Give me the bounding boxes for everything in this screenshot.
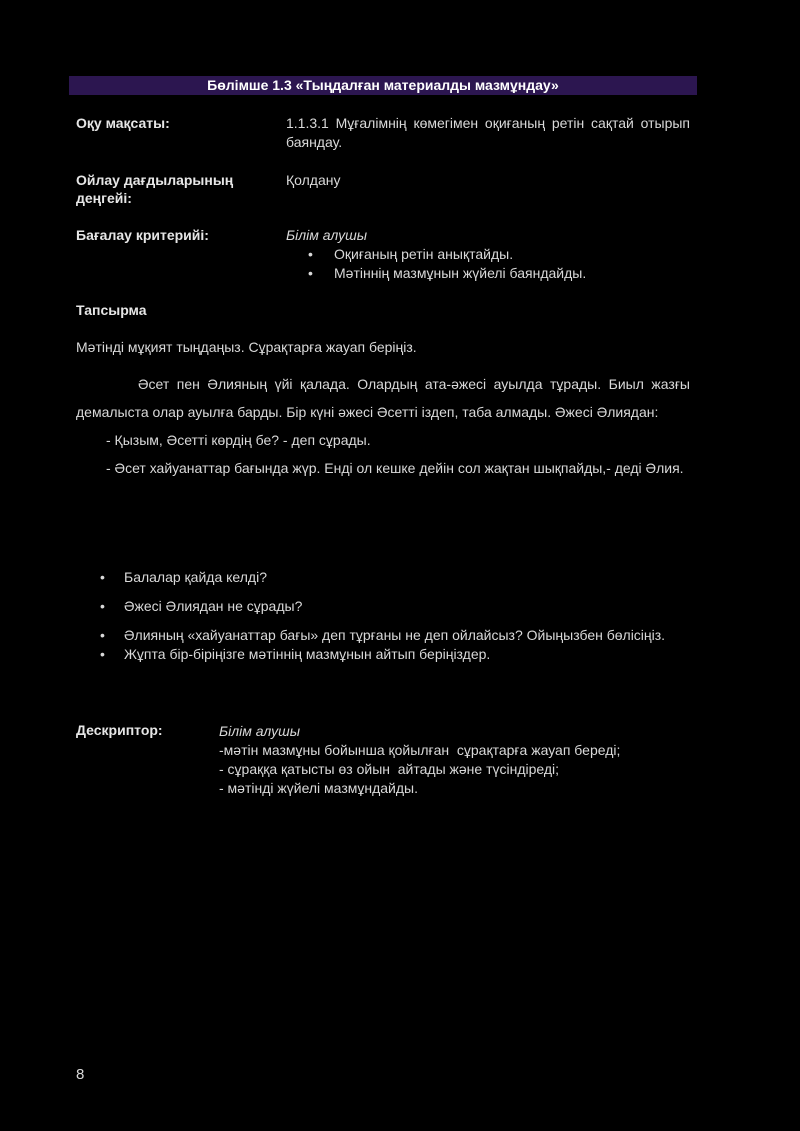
criteria-item: • Мәтіннің мазмұнын жүйелі баяндайды.	[286, 264, 690, 283]
goal-label: Оқу мақсаты:	[76, 115, 170, 131]
criteria-block	[286, 226, 690, 283]
criteria-item: • Оқиғаның ретін анықтайды.	[286, 245, 690, 264]
story-text	[76, 370, 690, 482]
descriptor-label: Дескриптор:	[76, 722, 163, 738]
question-item: • Балалар қайда келді?	[76, 568, 690, 587]
criteria-intro: Білім алушы	[286, 227, 368, 243]
thinking-level-value: Қолдану	[286, 172, 341, 188]
criteria-list	[286, 245, 690, 283]
question-item: • Әжесі Әлиядан не сұрады?	[76, 597, 690, 616]
goal-value: 1.1.3.1 Мұғалімнің көмегімен оқиғаның ретін сақтай отырып баяндау.	[286, 115, 690, 150]
question-item: • Жұпта бір-біріңізге мәтіннің мазмұнын айтып беріңіздер.	[76, 645, 690, 664]
task-instruction: Мәтінді мұқият тыңдаңыз. Сұрақтарға жауап беріңіз.	[76, 339, 417, 355]
question-item: • Әлияның «хайуанаттар бағы» деп тұрғаны не деп ойлайсыз? Ойыңызбен бөлісіңіз.	[76, 626, 690, 645]
story-paragraph: Әсет пен Әлияның үйі қалада. Олардың ата-әжесі ауылда тұрады. Биыл жазғы демалыста олар ауылға барды. Бір күні әжесі Әсетті іздеп, таба алмады. Әжесі Әлиядан:	[76, 376, 690, 420]
story-dialog-line: - Әсет хайуанаттар бағында жүр. Енді ол кешке дейін сол жақтан шықпайды,- деді Әлия.	[106, 460, 684, 476]
descriptor-block	[219, 722, 699, 798]
section-header: Бөлімше 1.3 «Тыңдалған материалды мазмұндау»	[69, 76, 697, 95]
descriptor-line: - сұраққа қатысты өз ойын айтады және түсіндіреді;	[219, 761, 560, 777]
descriptor-intro: Білім алушы	[219, 723, 301, 739]
questions-list	[76, 568, 690, 664]
descriptor-line: - мәтінді жүйелі мазмұндайды.	[219, 780, 418, 796]
thinking-level-label: Ойлау дағдыларының деңгейі:	[76, 172, 234, 206]
page-number: 8	[76, 1066, 85, 1083]
story-dialog-line: - Қызым, Әсетті көрдің бе? - деп сұрады.	[106, 432, 371, 448]
criteria-label: Бағалау критерийі:	[76, 227, 209, 243]
task-title: Тапсырма	[76, 302, 147, 318]
descriptor-line: -мәтін мазмұны бойынша қойылған сұрақтарға жауап береді;	[219, 742, 621, 758]
